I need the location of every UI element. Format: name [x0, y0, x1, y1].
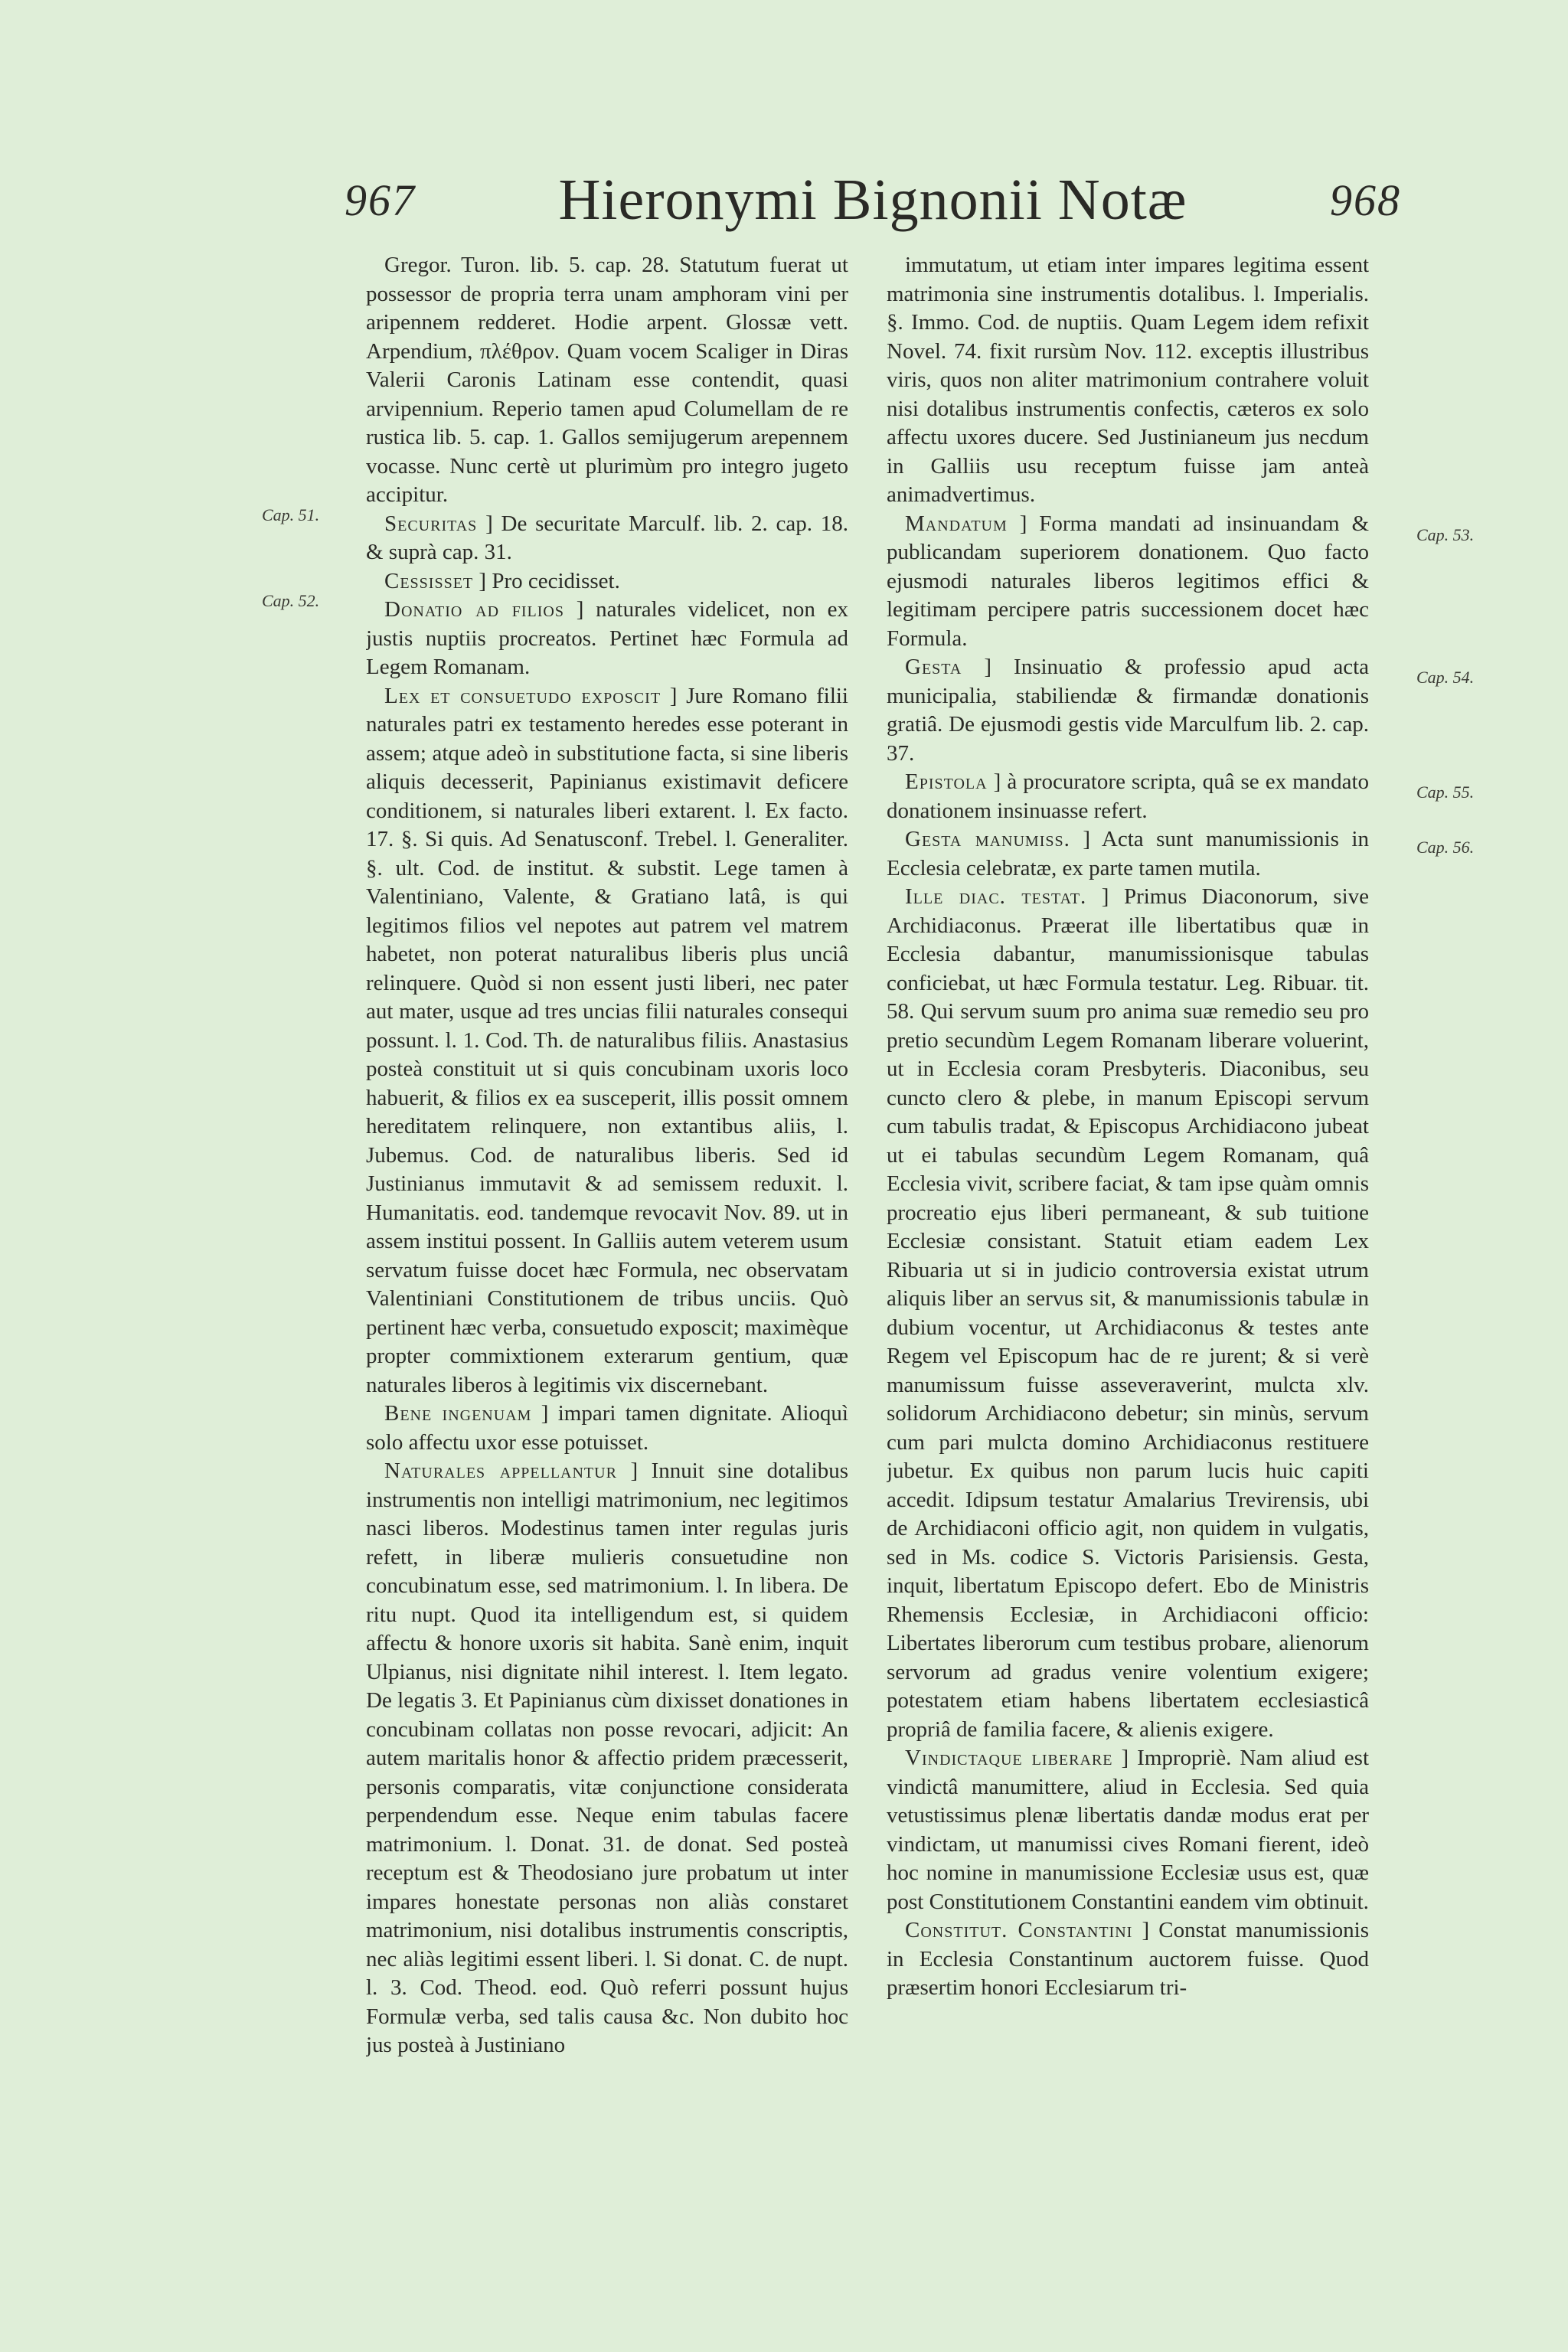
lemma: Naturales appellantur — [384, 1459, 617, 1483]
right-column — [887, 251, 1369, 2318]
lemma: Donatio ad filios — [384, 597, 564, 622]
page-header — [345, 167, 1401, 243]
left-column — [366, 251, 848, 2318]
right-page-number: 968 — [1330, 175, 1401, 225]
lemma: Bene ingenuam — [384, 1401, 532, 1426]
paragraph — [887, 883, 1369, 1744]
paragraph — [887, 1744, 1369, 1916]
paragraph-text: ] Impropriè. Nam aliud est vindictâ manumittere, aliud in Ecclesia. Sed quia vetustissimus plenæ libertatis dandæ modus erat per vindictam, ut manumissi cives Romani fierent, ideò hoc nomine in manumissione Ecclesiæ usus est, quæ post Constitutionem Constantini eandem vim obtinuit. — [887, 1746, 1369, 1914]
paragraph — [887, 1916, 1369, 2003]
lemma: Gesta manumiss. — [905, 827, 1070, 851]
paragraph — [887, 825, 1369, 883]
lemma: Epistola — [905, 769, 988, 794]
paragraph — [366, 510, 848, 567]
lemma: Gesta — [905, 655, 962, 679]
paragraph-text: ] Pro cecidisset. — [479, 568, 620, 593]
lemma: Lex et consuetudo exposcit — [384, 683, 662, 708]
paragraph — [887, 510, 1369, 654]
paragraph — [366, 567, 848, 596]
paragraph-text: ] Constat manumissionis in Ecclesia Constantinum auctorem fuisse. Quod præsertim honori Ecclesiarum tri- — [887, 1918, 1369, 2000]
margin-note: Cap. 55. — [1416, 782, 1475, 802]
paragraph — [887, 653, 1369, 768]
paragraph-text: ] Jure Romano filii naturales patri ex testamento heredes esse poterant in assem; atque adeò in substitutione facta, si sine liberis aliquis decesserit, Papinianus existimavit deficere conditionem, si naturales liberi extarent. l. Ex facto. 17. §. Si quis. Ad Senatusconf. Trebel. l. Generaliter. §. ult. Cod. de institut. & substit. Lege tamen à Valentiniano, Valente, & Gratiano latâ, is qui legitimos filios vel nepotes aut patrem vel matrem habetet, non poterat naturalibus liberis plus unciâ relinquere. Quòd si non essent justi liberi, nec pater aut mater, usque ad tres uncias filii naturales consequi possunt. l. 1. Cod. Th. de naturalibus filiis. Anastasius posteà constituit ut si quis concubinam uxoris loco habuerit, & filios ex ea susceperit, illis possit omnem hereditatem relinquere, non extantibus aliis, l. Jubemus. Cod. de naturalibus liberis. Sed id Justinianus immutavit & ad semissem reduxit. l. Humanitatis. eod. tandemque revocavit Nov. 89. ut in assem institui possent. In Galliis autem veterem usum servatum fuisse docet hæc Formula, nec observatam Valentiniani Constitutionem de tribus unciis. Quò pertinent hæc verba, consuetudo exposcit; maximèque propter commixtionem exterarum gentium, quæ naturales liberos à legitimis vix discernebant. — [366, 683, 848, 1397]
paragraph — [887, 768, 1369, 825]
margin-note: Cap. 54. — [1416, 668, 1475, 687]
paragraph — [366, 682, 848, 1400]
paragraph — [366, 596, 848, 682]
paragraph-text: ] Acta sunt manumissionis in Ecclesia celebratæ, ex parte tamen mutila. — [887, 827, 1369, 880]
paragraph — [366, 1457, 848, 2060]
paragraph — [887, 251, 1369, 510]
running-title: Hieronymi Bignonii Notæ — [558, 168, 1187, 232]
paragraph-text: ] Insinuatio & professio apud acta municipalia, stabiliendæ & firmandæ donationis gratiâ. De ejusmodi gestis vide Marculfum lib. 2. cap. 37. — [887, 655, 1369, 766]
lemma: Securitas — [384, 511, 478, 536]
paragraph-text: ] naturales videlicet, non ex justis nuptiis procreatos. Pertinet hæc Formula ad Legem Romanam. — [366, 597, 848, 679]
margin-note: Cap. 51. — [262, 505, 320, 524]
margin-note: Cap. 56. — [1416, 838, 1475, 857]
paragraph-text: ] Innuit sine dotalibus instrumentis non intelligi matrimonium, nec legitimos nasci liberos. Modestinus tamen inter regulas juris refett, in liberæ mulieris consuetudine non concubinatum esse, sed matrimonium. l. In libera. De ritu nupt. Quod ita intelligendum est, si quidem affectu & honore uxoris sit habita. Sanè enim, inquit Ulpianus, nisi dignitate nihil interest. l. Item legato. De legatis 3. Et Papinianus cùm dixisset donationes in concubinam collatas non posse revocari, adjicit: An autem maritalis honor & affectio pridem præcesserit, personis comparatis, vitæ conjunctione considerata perpendendum esse. Neque enim tabulas facere matrimonium. l. Donat. 31. de donat. Sed posteà receptum est & Theodosiano jure probatum ut inter impares honestate personas non aliàs constaret matrimonium, nisi dotalibus instrumentis conscriptis, nec aliàs legitimi essent liberi. l. Si donat. C. de nupt. l. 3. Cod. Theod. eod. Quò referri possunt hujus Formulæ verba, sed talis causa &c. Non dubito hoc jus posteà à Justiniano — [366, 1459, 848, 2057]
lemma: Ille diac. testat. — [905, 884, 1087, 909]
margin-note: Cap. 52. — [262, 591, 320, 610]
paragraph-text: immutatum, ut etiam inter impares legitima essent matrimonia sine instrumentis dotalibus. l. Imperialis. §. Immo. Cod. de nuptiis. Quam Legem idem refixit Novel. 74. fixit rursùm Nov. 112. exceptis illustribus viris, quos non aliter matrimonium contrahere voluit nisi dotalibus instrumentis confectis, cæteros ex solo affectu uxores ducere. Sed Justinianeum jus necdum in Galliis usu receptum fuisse jam anteà animadvertimus. — [887, 253, 1369, 507]
margin-note: Cap. 53. — [1416, 525, 1475, 544]
paragraph — [366, 1400, 848, 1457]
lemma: Vindictaque liberare — [905, 1746, 1113, 1770]
paragraph-text: ] impari tamen dignitate. Alioquì solo affectu uxor esse potuisset. — [366, 1401, 848, 1455]
lemma: Cessisset — [384, 568, 474, 593]
paragraph-text: ] De securitate Marculf. lib. 2. cap. 18. & suprà cap. 31. — [366, 511, 848, 564]
paragraph — [366, 251, 848, 510]
paragraph-text: ] Primus Diaconorum, sive Archidiaconus. Præerat ille libertatibus quæ in Ecclesia dabantur, manumissionisque tabulas conficiebat, ut hæc Formula testatur. Leg. Ribuar. tit. 58. Qui servum suum pro anima suæ remedio seu pro pretio secundùm Legem Romanam liberare voluerint, ut in Ecclesia coram Presbyteris. Diaconibus, seu cuncto clero & plebe, in manum Episcopi servum cum tabulis tradat, & Episcopus Archidiacono jubeat ut ei tabulas secundùm Legem Romanam, quâ Ecclesia vivit, scribere faciat, & tam ipse quàm omnis procreatio ejus liberi permaneant, & sub tuitione Ecclesiæ consistant. Statuit etiam eadem Lex Ribuaria ut si in judicio controversia existat utrum aliquis liber an servus sit, & manumissionis tabulæ in dubium vocentur, ut Archidiaconus & testes ante Regem vel Episcopum hac de re jurent; & si verè manumissum fuisse asseveraverint, mulcta xlv. solidorum Archidiacono debetur; sin minùs, servum cum pari mulcta domino Archidiaconus restituere jubetur. Ex quibus non parum lucis huic capiti accedit. Idipsum testatur Amalarius Trevirensis, ubi de Archidiaconi officio agit, non quidem in vulgatis, sed in Ms. codice S. Victoris Parisiensis. Gesta, inquit, libertatum Episcopo defert. Ebo de Ministris Rhemensis Ecclesiæ, in Archidiaconi officio: Libertates liberorum cum testibus probare, alienorum servorum ad gradus venire volentium exigere; potestatem etiam habens libertatem ecclesiasticâ propriâ de familia facere, & alienis exigere. — [887, 884, 1369, 1742]
lemma: Constitut. Constantini — [905, 1918, 1133, 1942]
paragraph-text: Gregor. Turon. lib. 5. cap. 28. Statutum fuerat ut possessor de propria terra unam amphoram vini per aripennem redderet. Hodie arpent. Glossæ vett. Arpendium, πλέθρον. Quam vocem Scaliger in Diras Valerii Caronis Latinam esse contendit, quasi arvipennium. Reperio tamen apud Columellam de re rustica lib. 5. cap. 1. Gallos semijugerum arepennem vocasse. Nunc certè ut plurimùm pro integro jugeto accipitur. — [366, 253, 848, 507]
paragraph-text: ] Forma mandati ad insinuandam & publicandam superiorem donationem. Quo facto ejusmodi naturales liberos legitimos effici & legitimam percipere patris successionem docet hæc Formula. — [887, 511, 1369, 651]
paragraph-text: ] à procuratore scripta, quâ se ex mandato donationem insinuasse refert. — [887, 769, 1369, 823]
left-page-number: 967 — [345, 175, 416, 225]
lemma: Mandatum — [905, 511, 1008, 536]
